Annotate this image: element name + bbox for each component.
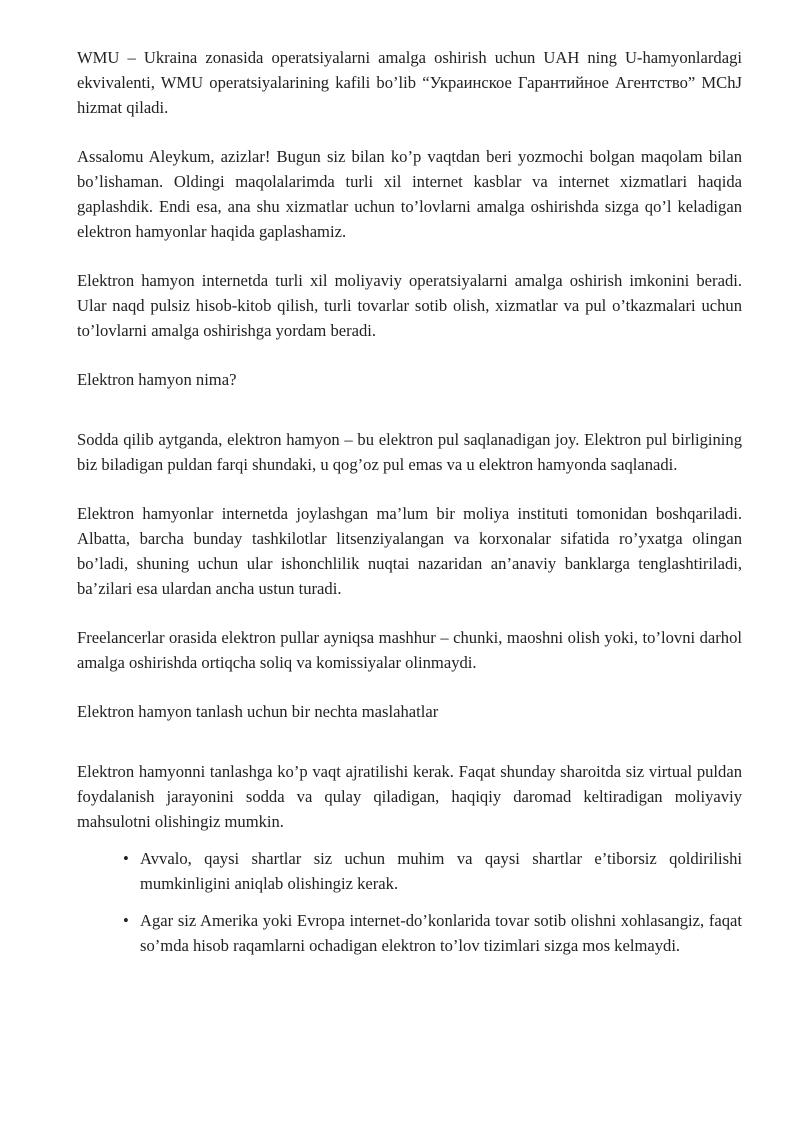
paragraph-greeting: Assalomu Aleykum, azizlar! Bugun siz bilan ko’p vaqtdan beri yozmochi bolgan maqolam bilan bo’lishaman. Oldingi maqolalarimda turli xil internet kasblar va internet xizmatlari haqida gaplashdik. Endi esa, ana shu xizmatlar uchun to’lovlarni amalga oshirishda sizga qo’l keladigan elektron hamyonlar haqida gaplashamiz. <box>77 147 742 241</box>
list-item-text: Agar siz Amerika yoki Evropa internet-do’konlarida tovar sotib olishni xohlasangiz, faqat so’mda hisob raqamlarni ochadigan elektron to’lov tizimlari sizga mos kelmaydi. <box>140 911 742 955</box>
section-heading-what-is-wallet: Elektron hamyon nima? <box>77 370 237 389</box>
bullet-icon: • <box>123 911 129 930</box>
paragraph-freelancers: Freelancerlar orasida elektron pullar ayniqsa mashhur – chunki, maoshni olish yoki, to’lovni darhol amalga oshirishda ortiqcha soliq va komissiyalar olinmaydi. <box>77 628 742 672</box>
bullet-icon: • <box>123 849 129 868</box>
section-heading-tips: Elektron hamyon tanlash uchun bir nechta maslahatlar <box>77 702 439 721</box>
tips-list <box>77 846 742 958</box>
paragraph-wallet-definition: Sodda qilib aytganda, elektron hamyon – bu elektron pul saqlanadigan joy. Elektron pul birligining biz biladigan puldan farqi shundaki, u qog’oz pul emas va u elektron hamyonda saqlanadi. <box>77 430 742 474</box>
paragraph-wallet-management: Elektron hamyonlar internetda joylashgan ma’lum bir moliya instituti tomonidan boshqariladi. Albatta, barcha bunday tashkilotlar litsenziyalangan va korxonalar sifatida ro’yxatga olingan bo’ladi, shuning uchun ular ishonchlilik nuqtai nazaridan an’anaviy banklarga tenglashtiriladi, ba’zilari esa ulardan ancha ustun turadi. <box>77 504 742 598</box>
document-page <box>77 45 742 970</box>
paragraph-wallet-purpose: Elektron hamyon internetda turli xil moliyaviy operatsiyalarni amalga oshirish imkonini beradi. Ular naqd pulsiz hisob-kitob qilish, turli tovarlar sotib olish, xizmatlar va pul o’tkazmalari uchun to’lovlarni amalga oshirishga yordam beradi. <box>77 271 742 340</box>
list-item <box>117 908 742 958</box>
paragraph-choosing-wallet: Elektron hamyonni tanlashga ko’p vaqt ajratilishi kerak. Faqat shunday sharoitda siz virtual puldan foydalanish jarayonini sodda va qulay qiladigan, haqiqiy daromad keltiradigan moliyaviy mahsulotni olishingiz mumkin. <box>77 762 742 831</box>
paragraph-wmu-intro: WMU – Ukraina zonasida operatsiyalarni amalga oshirish uchun UAH ning U-hamyonlardagi ekvivalenti, WMU operatsiyalarining kafili bo’lib “Украинское Гарантийное Агентство” MChJ hizmat qiladi. <box>77 48 742 117</box>
list-item-text: Avvalo, qaysi shartlar siz uchun muhim va qaysi shartlar e’tiborsiz qoldirilishi mumkinligini aniqlab olishingiz kerak. <box>140 849 742 893</box>
list-item <box>117 846 742 896</box>
